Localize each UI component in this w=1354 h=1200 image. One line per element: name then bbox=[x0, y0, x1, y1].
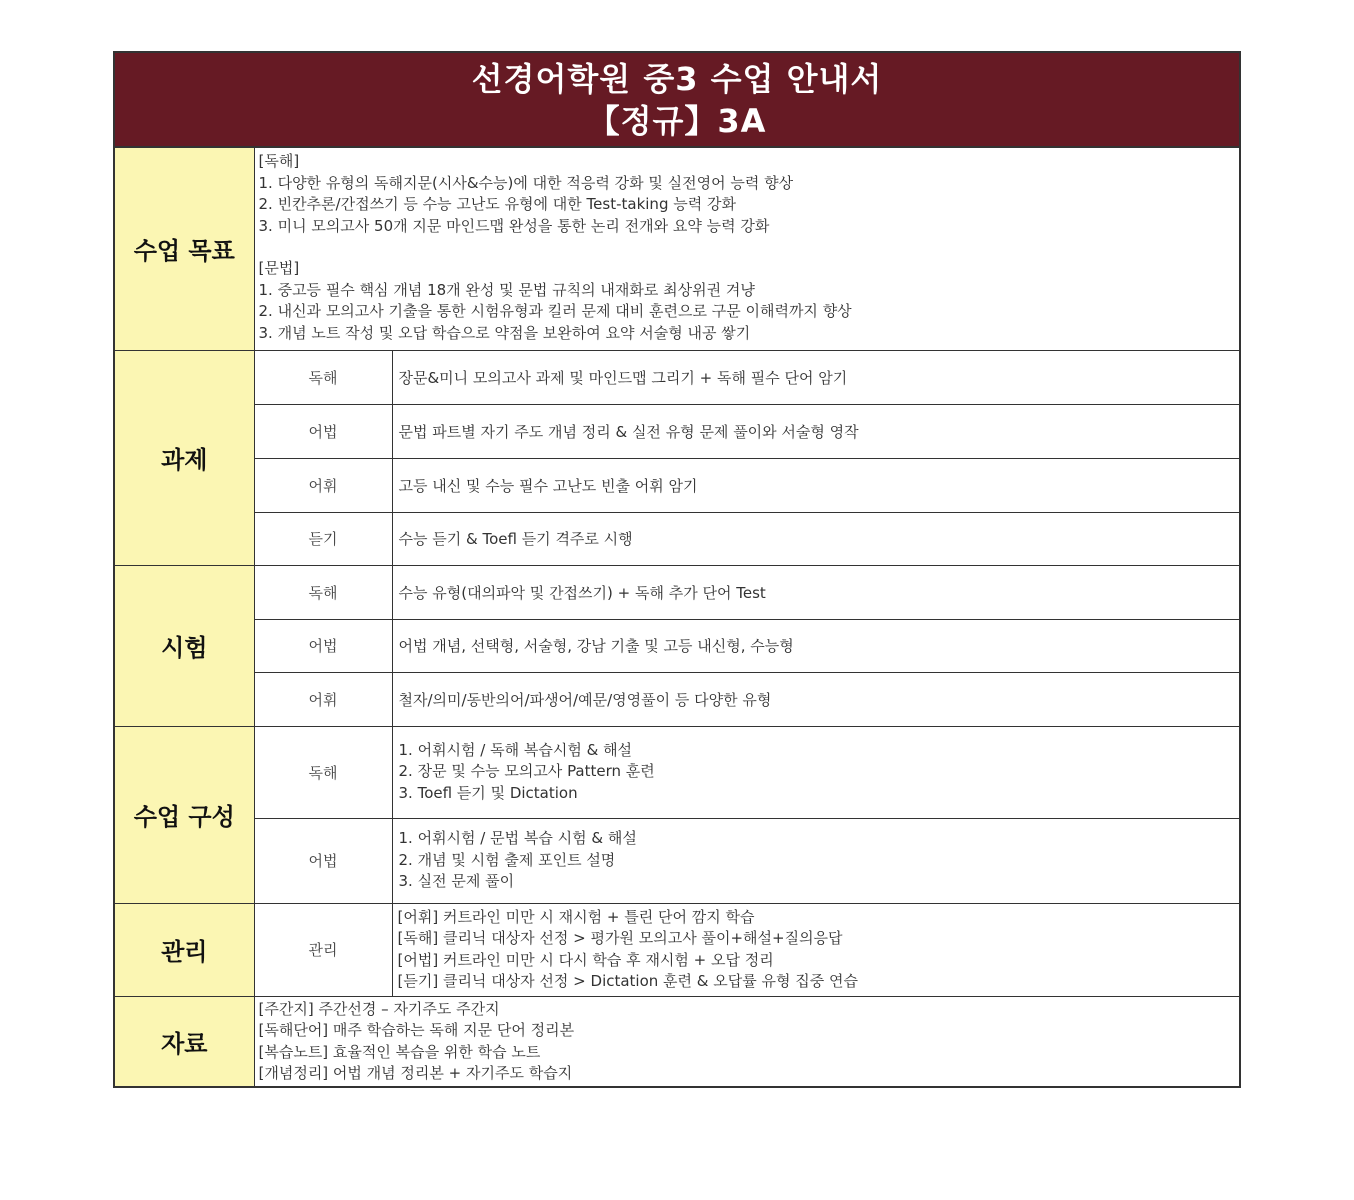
goals-row bbox=[115, 148, 1239, 350]
tests-text: 철자/의미/동반의어/파생어/예문/영영풀이 등 다양한 유형 bbox=[392, 672, 1239, 726]
class-guide-document bbox=[113, 51, 1241, 1088]
structure-content bbox=[392, 726, 1239, 818]
structure-sub-label: 독해 bbox=[254, 726, 392, 818]
structure-row bbox=[115, 726, 1239, 818]
materials-line: [복습노트] 효율적인 복습을 위한 학습 노트 bbox=[258, 1042, 541, 1061]
tests-sub-label: 독해 bbox=[254, 565, 392, 619]
tests-row bbox=[115, 565, 1239, 619]
goals-reading-heading: [독해] bbox=[258, 152, 300, 170]
structure-line: 1. 어휘시험 / 문법 복습 시험 & 해설 bbox=[398, 829, 637, 848]
homework-row bbox=[115, 512, 1239, 565]
management-line: [듣기] 클리닉 대상자 선정 > Dictation 훈련 & 오답률 유형 집중 연습 bbox=[397, 972, 858, 990]
structure-sub-label: 어법 bbox=[254, 818, 392, 903]
tests-row bbox=[115, 619, 1239, 672]
document-subtitle: 【정규】3A bbox=[587, 101, 767, 140]
structure-line: 3. 실전 문제 풀이 bbox=[398, 872, 515, 891]
homework-text: 고등 내신 및 수능 필수 고난도 빈출 어휘 암기 bbox=[392, 458, 1239, 512]
structure-line: 2. 개념 및 시험 출제 포인트 설명 bbox=[398, 850, 616, 869]
structure-line: 2. 장문 및 수능 모의고사 Pattern 훈련 bbox=[398, 762, 655, 781]
goals-content bbox=[254, 148, 1239, 350]
homework-row bbox=[115, 404, 1239, 458]
homework-sub-label: 독해 bbox=[254, 350, 392, 404]
homework-text: 문법 파트별 자기 주도 개념 정리 & 실전 유형 문제 풀이와 서술형 영작 bbox=[392, 404, 1239, 458]
management-line: [독해] 클리닉 대상자 선정 > 평가원 모의고사 풀이+해설+질의응답 bbox=[397, 929, 843, 947]
tests-sub-label: 어법 bbox=[254, 619, 392, 672]
materials-line: [주간지] 주간선경 – 자기주도 주간지 bbox=[258, 999, 500, 1018]
structure-row bbox=[115, 818, 1239, 903]
goals-grammar-heading: [문법] bbox=[258, 259, 300, 277]
materials-line: [독해단어] 매주 학습하는 독해 지문 단어 정리본 bbox=[258, 1021, 575, 1039]
homework-text: 장문&미니 모의고사 과제 및 마인드맵 그리기 + 독해 필수 단어 암기 bbox=[392, 350, 1239, 404]
goals-label: 수업 목표 bbox=[115, 148, 254, 350]
structure-label: 수업 구성 bbox=[115, 726, 254, 903]
homework-sub-label: 어휘 bbox=[254, 458, 392, 512]
goals-reading-item: 3. 미니 모의고사 50개 지문 마인드맵 완성을 통한 논리 전개와 요약 능력 강화 bbox=[258, 216, 770, 235]
materials-row bbox=[115, 996, 1239, 1086]
goals-reading-item: 1. 다양한 유형의 독해지문(시사&수능)에 대한 적응력 강화 및 실전영어 능력 향상 bbox=[258, 173, 794, 192]
materials-content bbox=[254, 996, 1239, 1086]
tests-text: 어법 개념, 선택형, 서술형, 강남 기출 및 고등 내신형, 수능형 bbox=[392, 619, 1239, 672]
management-line: [어법] 커트라인 미만 시 다시 학습 후 재시험 + 오답 정리 bbox=[397, 950, 774, 969]
tests-sub-label: 어휘 bbox=[254, 672, 392, 726]
management-content bbox=[392, 903, 1239, 996]
goals-grammar-item: 3. 개념 노트 작성 및 오답 학습으로 약점을 보완하여 요약 서술형 내공 쌓기 bbox=[258, 323, 751, 342]
materials-label: 자료 bbox=[115, 996, 254, 1086]
document-header bbox=[115, 53, 1239, 148]
goals-grammar-item: 2. 내신과 모의고사 기출을 통한 시험유형과 킬러 문제 대비 훈련으로 구문 이해력까지 향상 bbox=[258, 302, 852, 320]
management-line: [어휘] 커트라인 미만 시 재시험 + 틀린 단어 깜지 학습 bbox=[397, 907, 755, 926]
homework-text: 수능 듣기 & Toefl 듣기 격주로 시행 bbox=[392, 512, 1239, 565]
structure-content bbox=[392, 818, 1239, 903]
goals-reading-item: 2. 빈칸추론/간접쓰기 등 수능 고난도 유형에 대한 Test-taking 능력 강화 bbox=[258, 195, 736, 213]
homework-row bbox=[115, 350, 1239, 404]
tests-row bbox=[115, 672, 1239, 726]
management-label: 관리 bbox=[115, 903, 254, 996]
tests-label: 시험 bbox=[115, 565, 254, 726]
management-row bbox=[115, 903, 1239, 996]
tests-text: 수능 유형(대의파악 및 간접쓰기) + 독해 추가 단어 Test bbox=[392, 565, 1239, 619]
document-title: 선경어학원 중3 수업 안내서 bbox=[471, 59, 883, 98]
management-sub-label: 관리 bbox=[254, 903, 392, 996]
structure-line: 3. Toefl 듣기 및 Dictation bbox=[398, 783, 578, 802]
homework-sub-label: 어법 bbox=[254, 404, 392, 458]
materials-line: [개념정리] 어법 개념 정리본 + 자기주도 학습지 bbox=[258, 1064, 573, 1082]
homework-row bbox=[115, 458, 1239, 512]
guide-table bbox=[115, 148, 1239, 1086]
homework-sub-label: 듣기 bbox=[254, 512, 392, 565]
structure-line: 1. 어휘시험 / 독해 복습시험 & 해설 bbox=[398, 740, 633, 759]
goals-grammar-item: 1. 중고등 필수 핵심 개념 18개 완성 및 문법 규칙의 내재화로 최상위권 겨냥 bbox=[258, 280, 755, 299]
homework-label: 과제 bbox=[115, 350, 254, 565]
